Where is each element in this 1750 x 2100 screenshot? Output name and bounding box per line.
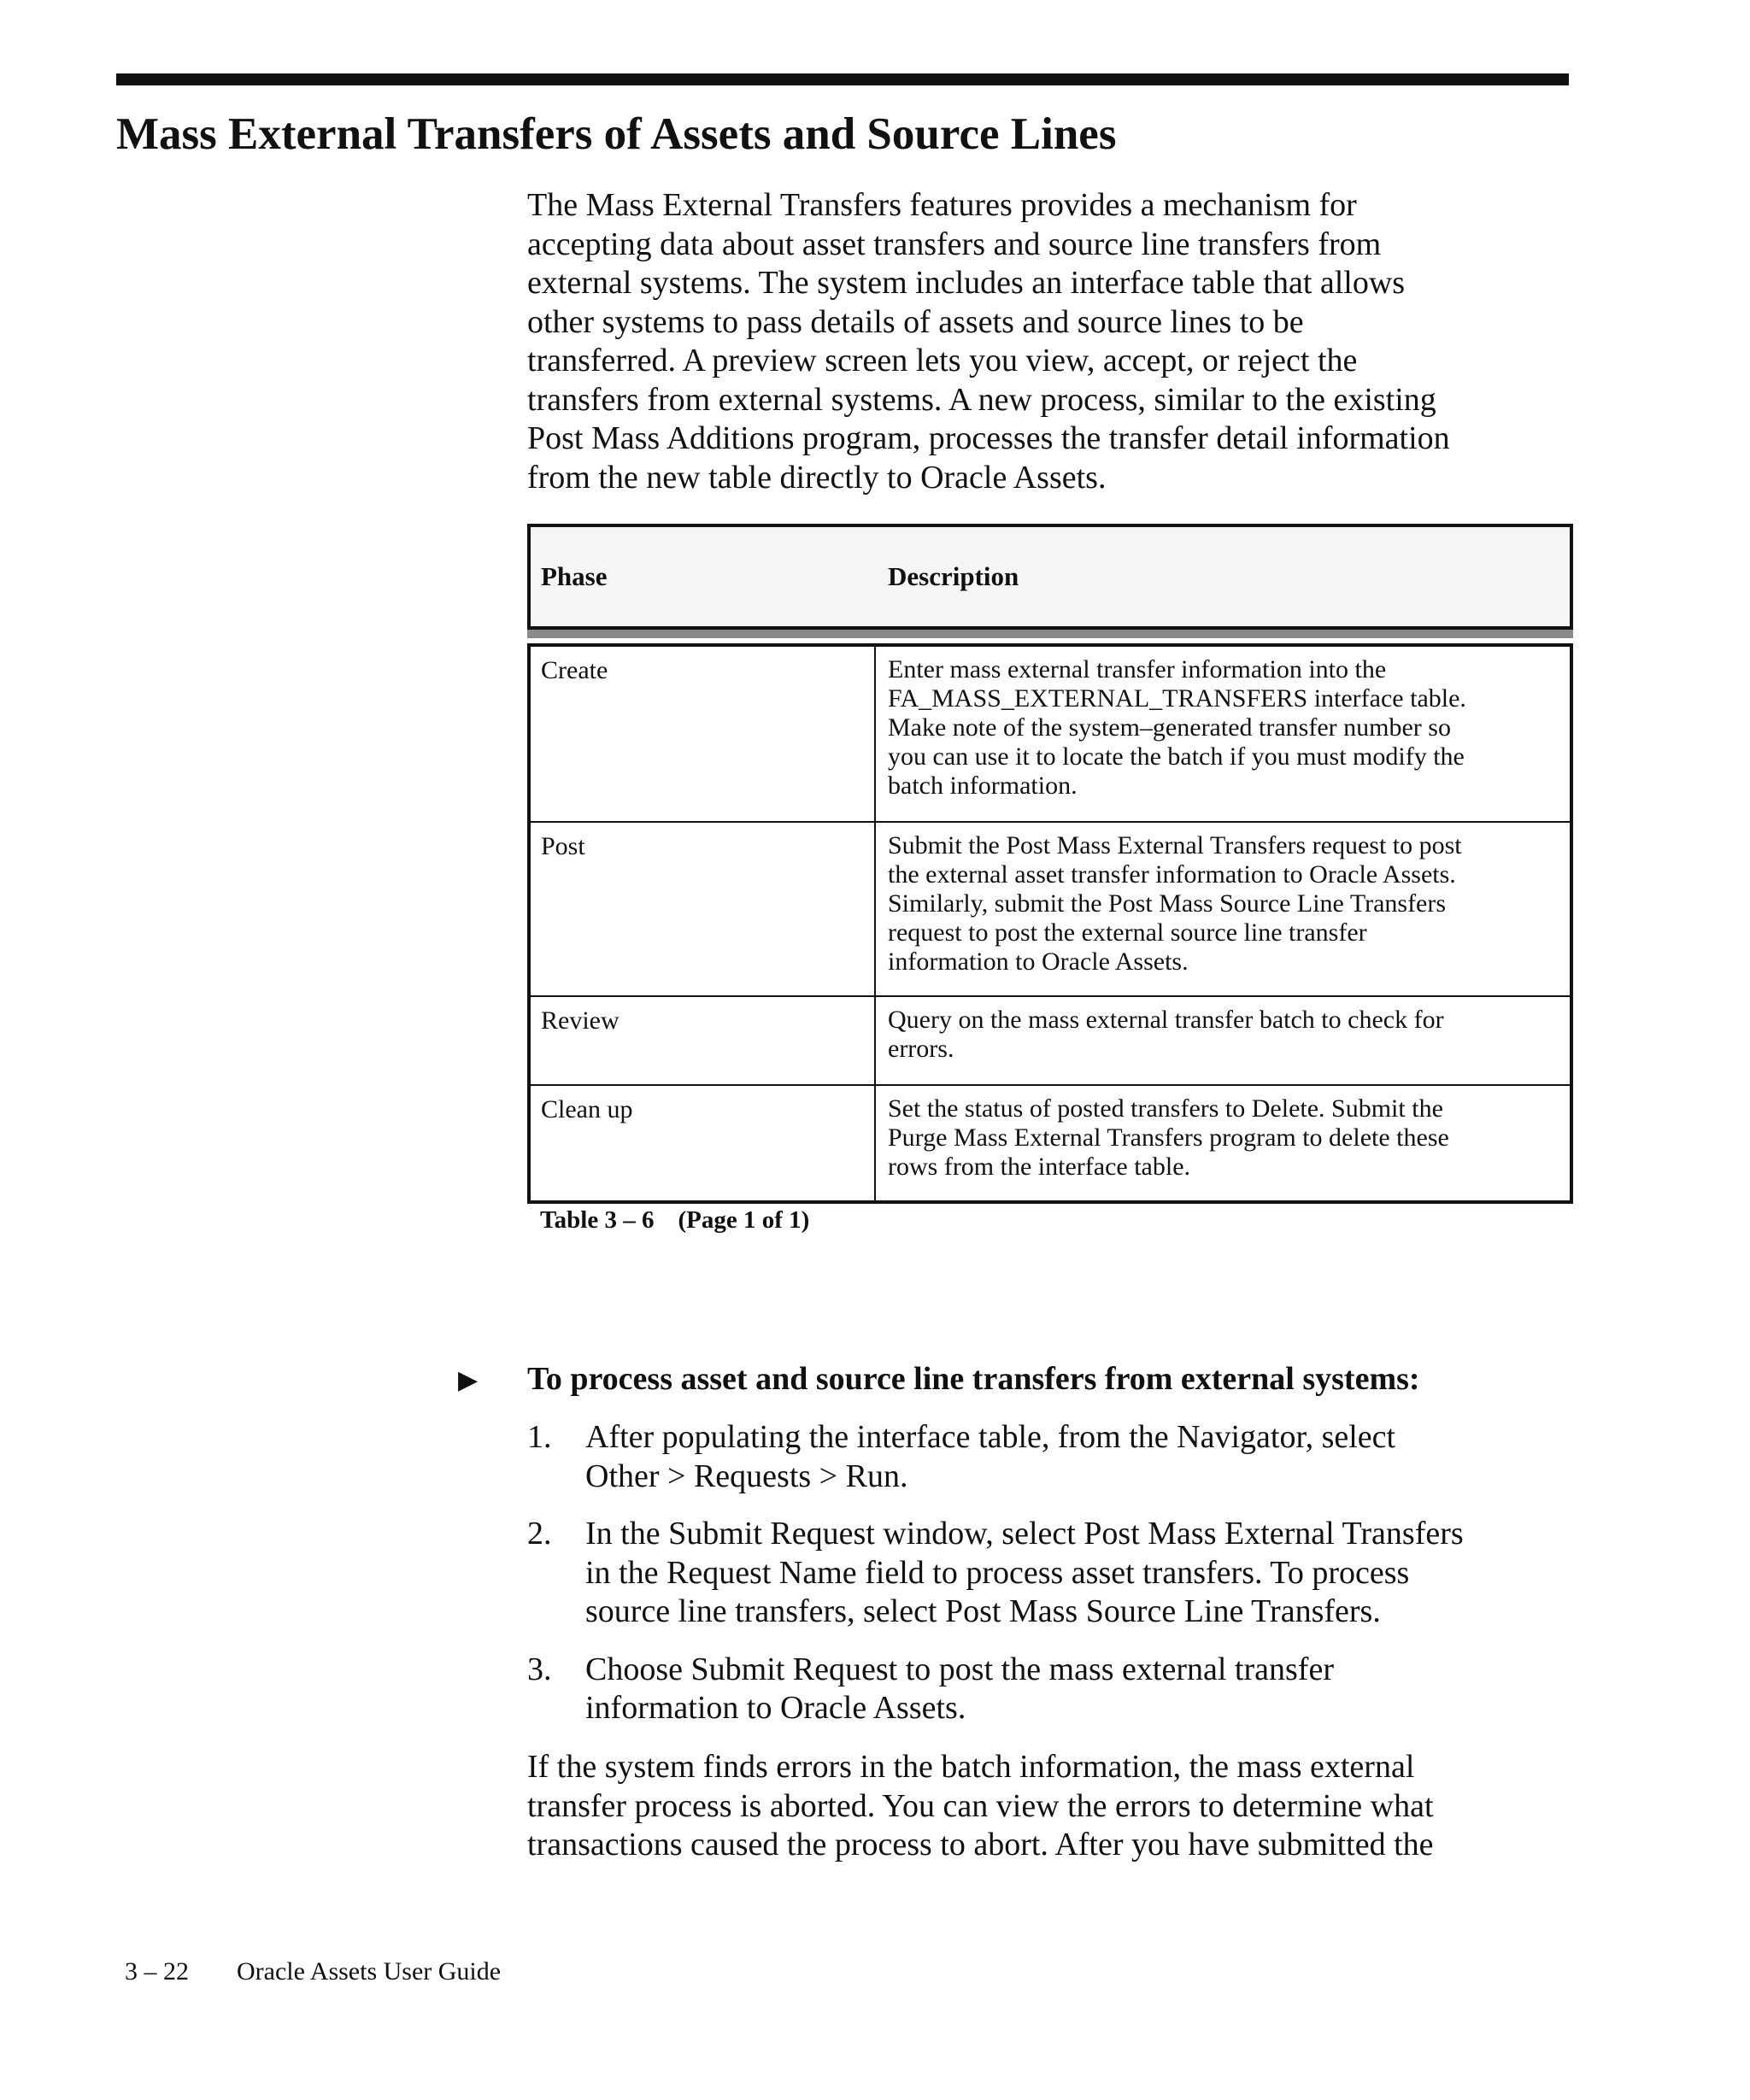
table-caption [540, 1206, 809, 1235]
column-header-phase: Phase [541, 561, 608, 591]
table-row [531, 1084, 1570, 1200]
intro-line: accepting data about asset transfers and source line transfers from [527, 226, 1382, 262]
step-line: in the Request Name field to process asset transfers. To process [585, 1554, 1410, 1591]
description-line: Submit the Post Mass External Transfers request to post [888, 831, 1462, 859]
step-line: information to Oracle Assets. [585, 1690, 966, 1726]
table-header-shadow [527, 630, 1573, 638]
description-line: Purge Mass External Transfers program to delete these [888, 1123, 1449, 1152]
page-number: 3 – 22 [125, 1957, 189, 1986]
description-line: information to Oracle Assets. [888, 947, 1189, 976]
phase-table [527, 643, 1573, 1204]
top-rule [116, 73, 1569, 85]
description-line: Enter mass external transfer information into the [888, 655, 1387, 683]
description-line: Similarly, submit the Post Mass Source Line Transfers [888, 889, 1447, 918]
description-cell [878, 647, 1570, 809]
page-title: Mass External Transfers of Assets and Source Lines [116, 109, 1117, 159]
description-cell [878, 1086, 1570, 1190]
step-line: In the Submit Request window, select Post Mass External Transfers [585, 1516, 1464, 1552]
procedure-step [527, 1515, 1578, 1632]
step-number: 1. [527, 1419, 552, 1455]
intro-line: transfers from external systems. A new process, similar to the existing [527, 381, 1436, 418]
procedure-steps [527, 1418, 1578, 1747]
table-row [531, 647, 1570, 821]
step-line: source line transfers, select Post Mass Source Line Transfers. [585, 1593, 1381, 1629]
step-number: 3. [527, 1651, 552, 1687]
description-line: batch information. [888, 771, 1078, 800]
description-line: you can use it to locate the batch if you must modify the [888, 742, 1465, 771]
phase-cell: Post [531, 823, 876, 995]
table-number: Table 3 – 6 [540, 1206, 655, 1234]
table-header [527, 524, 1573, 630]
intro-line: from the new table directly to Oracle Assets. [527, 459, 1107, 496]
description-cell [878, 823, 1570, 985]
procedure-arrow-icon: ▶ [458, 1366, 479, 1394]
description-line: request to post the external source line transfer [888, 918, 1367, 947]
description-line: Query on the mass external transfer batch to check for [888, 1006, 1444, 1034]
closing-paragraph [527, 1748, 1434, 1865]
table-page: (Page 1 of 1) [678, 1206, 810, 1234]
procedure-heading: To process asset and source line transfers from external systems: [527, 1361, 1420, 1397]
intro-paragraph [527, 186, 1578, 497]
column-header-description: Description [888, 561, 1019, 591]
procedure-step [527, 1418, 1578, 1496]
description-line: errors. [888, 1035, 954, 1063]
description-cell [878, 997, 1570, 1072]
phase-cell: Create [531, 647, 876, 821]
closing-line: If the system finds errors in the batch information, the mass external [527, 1749, 1415, 1785]
description-line: Set the status of posted transfers to Delete. Submit the [888, 1094, 1443, 1123]
intro-line: other systems to pass details of assets and source lines to be [527, 303, 1304, 340]
intro-line: Post Mass Additions program, processes the transfer detail information [527, 420, 1450, 456]
phase-cell: Review [531, 997, 876, 1084]
step-line: Choose Submit Request to post the mass external transfer [585, 1651, 1334, 1687]
step-line: Other > Requests > Run. [585, 1458, 908, 1494]
description-line: Make note of the system–generated transfer number so [888, 713, 1451, 742]
step-number: 2. [527, 1516, 552, 1552]
table-row [531, 995, 1570, 1084]
page-footer [125, 1956, 501, 1987]
table-row [531, 821, 1570, 995]
intro-line: The Mass External Transfers features provides a mechanism for [527, 187, 1357, 223]
description-line: FA_MASS_EXTERNAL_TRANSFERS interface table. [888, 684, 1466, 713]
closing-line: transactions caused the process to abort. After you have submitted the [527, 1827, 1434, 1862]
phase-cell: Clean up [531, 1086, 876, 1200]
description-line: the external asset transfer information to Oracle Assets. [888, 860, 1456, 889]
step-line: After populating the interface table, from the Navigator, select [585, 1419, 1396, 1455]
book-title: Oracle Assets User Guide [237, 1957, 502, 1986]
procedure-step [527, 1651, 1578, 1728]
intro-line: transferred. A preview screen lets you view, accept, or reject the [527, 343, 1358, 378]
closing-line: transfer process is aborted. You can view the errors to determine what [527, 1787, 1434, 1824]
description-line: rows from the interface table. [888, 1153, 1191, 1181]
intro-line: external systems. The system includes an interface table that allows [527, 265, 1406, 301]
